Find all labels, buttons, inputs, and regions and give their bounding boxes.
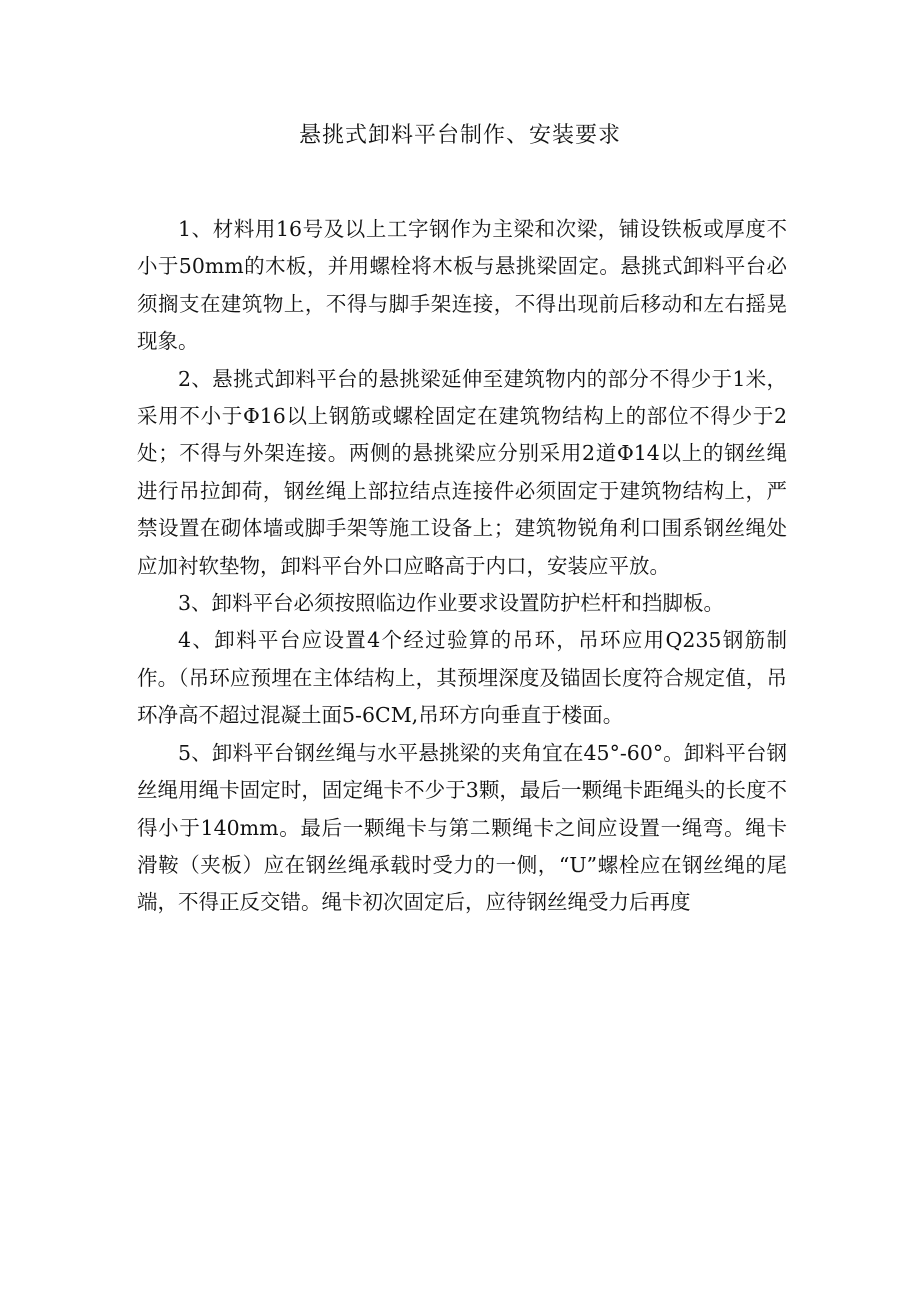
paragraph-5: 5、卸料平台钢丝绳与水平悬挑梁的夹角宜在45°-60°。卸料平台钢丝绳用绳卡固定时，固定绳卡不少于3颗，最后一颗绳卡距绳头的长度不得小于140mm。最后一颗绳卡与第二颗绳卡之间应设置一绳弯。绳卡滑鞍（夹板）应在钢丝绳承载时受力的一侧，“U”螺栓应在钢丝绳的尾端，不得正反交错。绳卡初次固定后，应待钢丝绳受力后再度 [137, 740, 787, 915]
paragraph-3: 3、卸料平台必须按照临边作业要求设置防护栏杆和挡脚板。 [178, 591, 725, 616]
document-body [137, 211, 787, 922]
paragraph-2: 2、悬挑式卸料平台的悬挑梁延伸至建筑物内的部分不得少于1米，采用不小于Φ16以上钢筋或螺栓固定在建筑物结构上的部位不得少于2处；不得与外架连接。两侧的悬挑梁应分别采用2道Φ14以上的钢丝绳进行吊拉卸荷，钢丝绳上部拉结点连接件必须固定于建筑物结构上，严禁设置在砌体墙或脚手架等施工设备上；建筑物锐角利口围系钢丝绳处应加衬软垫物，卸料平台外口应略高于内口，安装应平放。 [137, 366, 787, 578]
document-title: 悬挑式卸料平台制作、安装要求 [298, 123, 621, 148]
paragraph-4: 4、卸料平台应设置4个经过验算的吊环，吊环应用Q235钢筋制作。（吊环应预埋在主体结构上，其预埋深度及锚固长度符合规定值，吊环净高不超过混凝土面5-6CM,吊环方向垂直于楼面。 [137, 628, 787, 728]
paragraph-1: 1、材料用16号及以上工字钢作为主梁和次梁，铺设铁板或厚度不小于50mm的木板，并用螺栓将木板与悬挑梁固定。悬挑式卸料平台必须搁支在建筑物上，不得与脚手架连接，不得出现前后移动和左右摇晃现象。 [137, 217, 787, 354]
